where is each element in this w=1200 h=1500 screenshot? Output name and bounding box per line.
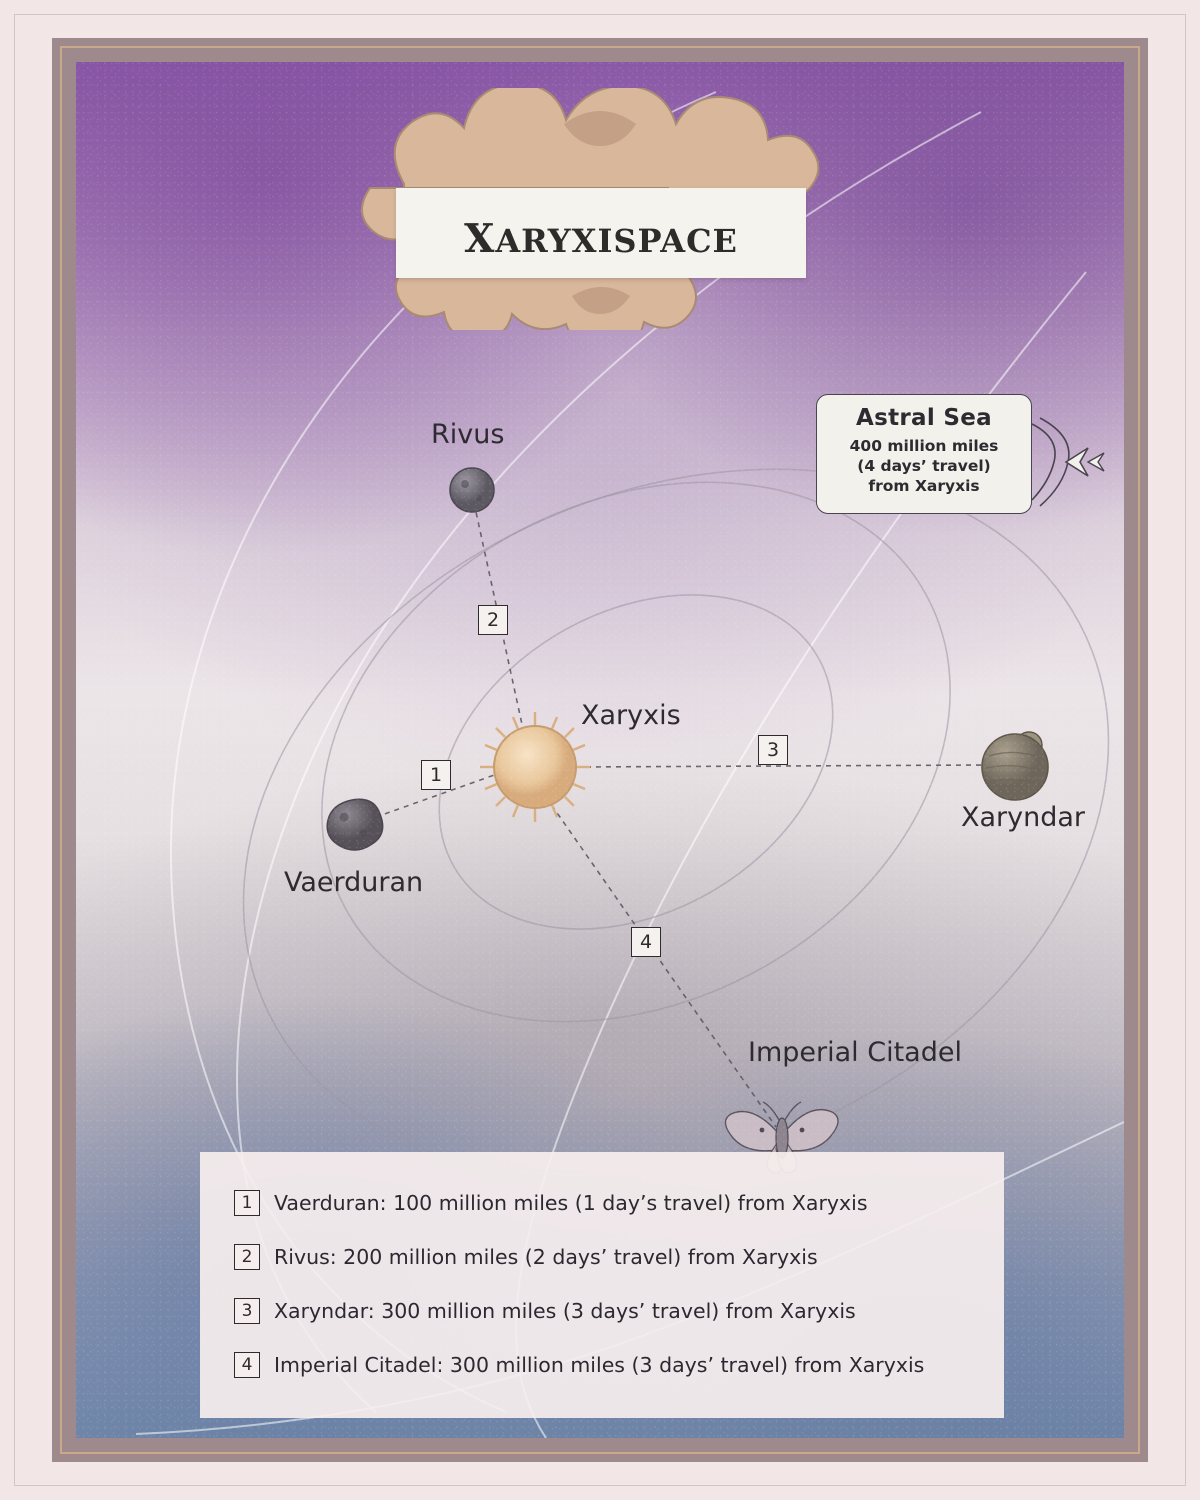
waypoint-marker-4[interactable]: 4: [631, 927, 661, 957]
legend-number: 1: [234, 1190, 260, 1216]
legend-text: Xaryndar: 300 million miles (3 days’ travel) from Xaryxis: [274, 1299, 856, 1323]
body-xaryxis: [480, 712, 590, 822]
astral-sea-distance: 400 million miles: [849, 437, 999, 455]
label-vaerduran: Vaerduran: [284, 867, 424, 898]
astral-sea-traveltime: (4 days’ travel): [857, 457, 991, 475]
astral-sea-callout: [816, 394, 1032, 514]
label-xaryxis: Xaryxis: [581, 700, 681, 731]
label-xaryndar: Xaryndar: [961, 802, 1086, 833]
page-title: xaryxispace: [464, 200, 738, 266]
legend-row: [234, 1284, 970, 1338]
compass-flourish-icon: [1026, 414, 1106, 510]
legend-number: 2: [234, 1244, 260, 1270]
astral-sea-origin: from Xaryxis: [868, 477, 980, 495]
waypoint-marker-3[interactable]: 3: [758, 735, 788, 765]
legend-row: [234, 1338, 970, 1392]
legend-row: [234, 1230, 970, 1284]
legend-text: Imperial Citadel: 300 million miles (3 days’ travel) from Xaryxis: [274, 1353, 925, 1377]
legend-text: Rivus: 200 million miles (2 days’ travel) from Xaryxis: [274, 1245, 818, 1269]
title-cartouche: [314, 88, 886, 330]
legend-number: 3: [234, 1298, 260, 1324]
label-rivus: Rivus: [431, 419, 505, 450]
label-imperial-citadel: Imperial Citadel: [748, 1037, 962, 1068]
body-vaerduran: [327, 799, 382, 850]
astral-sea-title: Astral Sea: [856, 405, 992, 431]
body-xaryndar: [982, 732, 1048, 800]
legend-number: 4: [234, 1352, 260, 1378]
title-plate: [396, 188, 806, 278]
legend-panel: [200, 1152, 1004, 1418]
starmap-canvas: [76, 62, 1124, 1438]
body-rivus: [450, 468, 494, 512]
legend-text: Vaerduran: 100 million miles (1 day’s travel) from Xaryxis: [274, 1191, 868, 1215]
waypoint-marker-1[interactable]: 1: [421, 760, 451, 790]
waypoint-marker-2[interactable]: 2: [478, 605, 508, 635]
legend-row: [234, 1176, 970, 1230]
